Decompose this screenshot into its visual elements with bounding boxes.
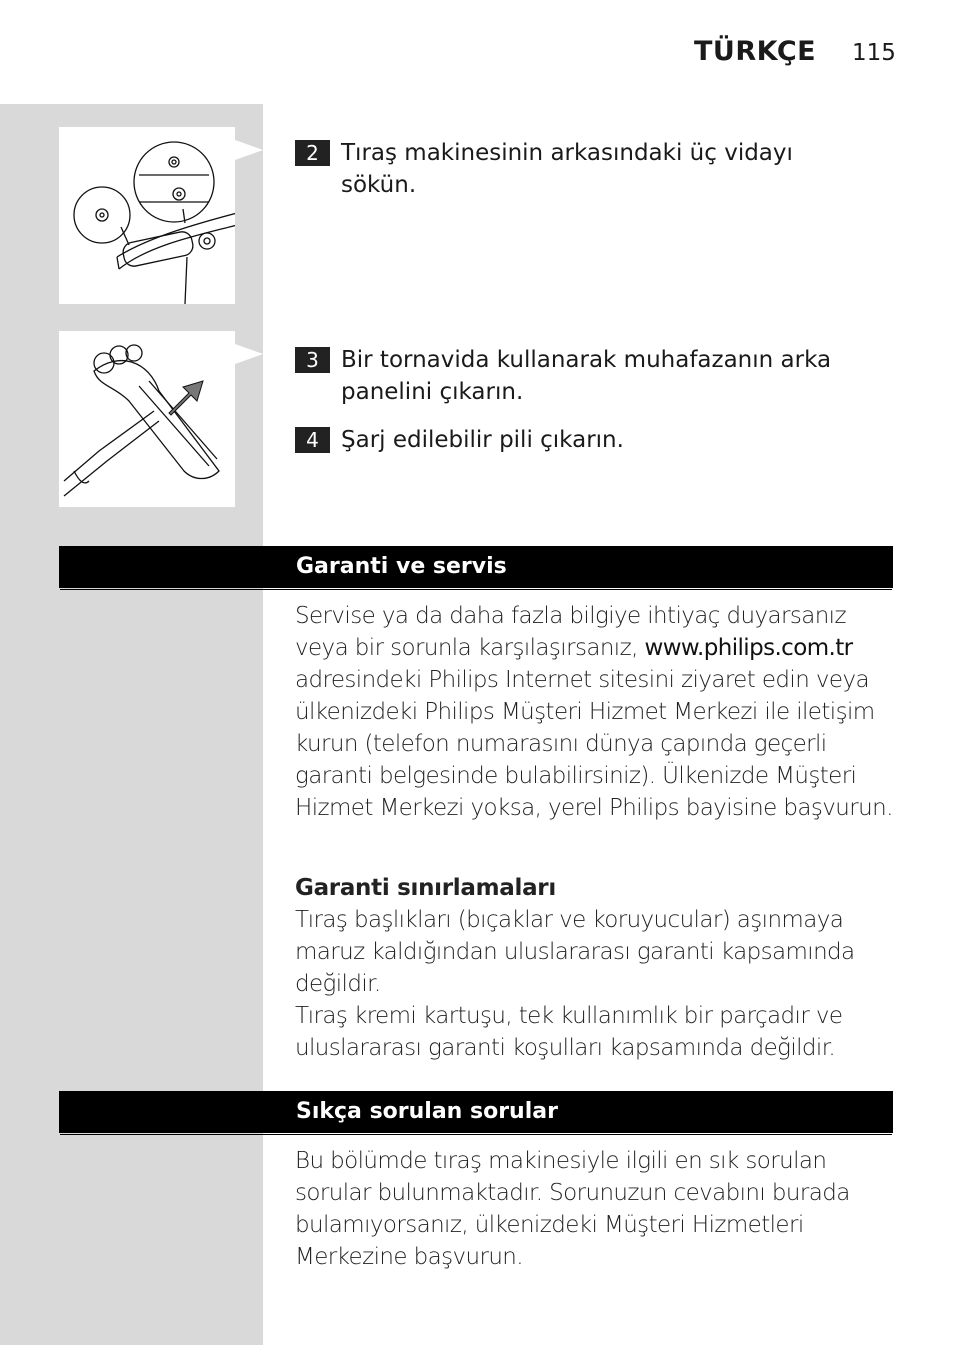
warranty-text-start: Servise ya da daha fazla bilgiye ihtiyaç duyarsanız veya bir sorunla karşılaşırsanız, — [295, 603, 846, 661]
step-4 — [295, 424, 861, 456]
language-title: TÜRKÇE — [694, 36, 817, 67]
restrictions-subheading: Garanti sınırlamaları — [295, 875, 556, 901]
warranty-restrictions — [295, 872, 895, 1064]
step-number: 2 — [295, 140, 330, 166]
section-header-warranty — [59, 546, 893, 588]
step-number: 4 — [295, 427, 330, 453]
figure-pointer — [235, 140, 263, 160]
step-text: Şarj edilebilir pili çıkarın. — [341, 427, 624, 453]
figure-remove-screws — [59, 127, 235, 304]
step-3 — [295, 344, 841, 408]
philips-website-link[interactable]: www.philips.com.tr — [644, 635, 853, 661]
screwdriver-panel-illustration — [59, 331, 235, 507]
step-text: Tıraş makinesinin arkasındaki üç vidayı sökün. — [341, 140, 793, 198]
step-text: Bir tornavida kullanarak muhafazanın arka panelini çıkarın. — [341, 347, 832, 405]
restriction-text-1: Tıraş başlıkları (bıçaklar ve koruyucular) aşınmaya maruz kaldığından uluslararası garanti kapsamında değildir. — [295, 907, 855, 997]
figure-pointer — [235, 344, 263, 364]
faq-paragraph: Bu bölümde tıraş makinesiyle ilgili en sık sorulan sorular bulunmaktadır. Sorunuzun cevabını burada bulamıyorsanız, ülkenizdeki Müşteri Hizmetleri Merkezine başvurun. — [295, 1148, 850, 1270]
step-number: 3 — [295, 347, 330, 373]
warranty-text-end: adresindeki Philips Internet sitesini ziyaret edin veya ülkenizdeki Philips Müşteri Hizmet Merkezi ile iletişim kurun (telefon numarasını dünya çapında geçerli garanti belgesinde bulabilirsiniz). Ülkenizde Müşteri Hizmet Merkezi yoksa, yerel Philips bayisine başvurun. — [295, 667, 893, 821]
section-title: Sıkça sorulan sorular — [296, 1099, 558, 1124]
restriction-text-2: Tıraş kremi kartuşu, tek kullanımlık bir parçadır ve uluslararası garanti koşulları kapsamında değildir. — [295, 1003, 843, 1061]
section-header-faq — [59, 1091, 893, 1133]
shaver-screws-illustration — [59, 127, 235, 304]
step-2 — [295, 137, 861, 201]
warranty-paragraph — [295, 600, 895, 824]
figure-remove-panel — [59, 331, 235, 507]
section-title: Garanti ve servis — [296, 554, 507, 579]
page-number: 115 — [852, 40, 896, 66]
